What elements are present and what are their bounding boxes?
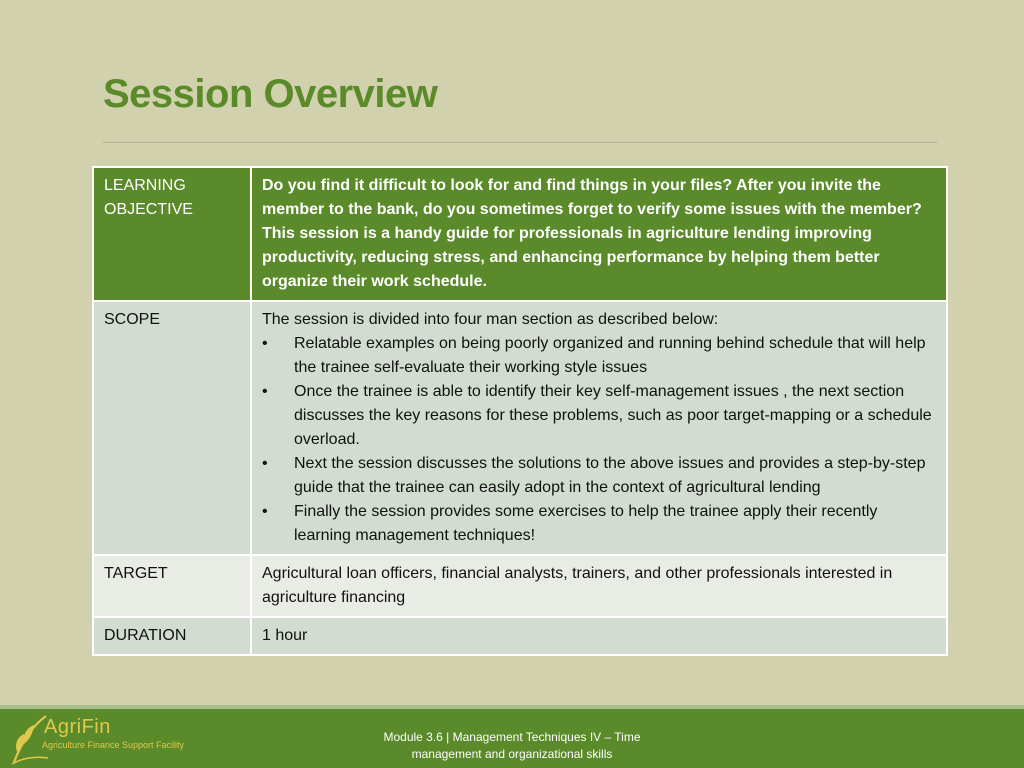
learning-objective-label: LEARNING OBJECTIVE	[93, 167, 251, 301]
table-row-scope	[93, 301, 947, 555]
list-item: • Finally the session provides some exercises to help the trainee apply their recently learning management techniques!	[262, 500, 937, 548]
module-caption	[340, 729, 684, 763]
table-row-target	[93, 555, 947, 617]
table-row-learning-objective	[93, 167, 947, 301]
scope-cell	[251, 301, 947, 555]
target-text: Agricultural loan officers, financial analysts, trainers, and other professionals interested in agriculture financing	[251, 555, 947, 617]
logo-tagline: Agriculture Finance Support Facility	[42, 740, 185, 750]
list-item: • Relatable examples on being poorly organized and running behind schedule that will help the trainee self-evaluate their working style issues	[262, 332, 937, 380]
session-overview-table	[92, 166, 948, 656]
logo-name: AgriFin	[44, 716, 111, 738]
table-row-duration	[93, 617, 947, 655]
scope-intro: The session is divided into four man section as described below:	[262, 311, 719, 328]
learning-objective-text: Do you find it difficult to look for and find things in your files? After you invite the member to the bank, do you sometimes forget to verify some issues with the member? This session is a handy guide for professionals in agriculture lending improving productivity, reducing stress, and enhancing performance by helping them better organize their work schedule.	[251, 167, 947, 301]
scope-label: SCOPE	[93, 301, 251, 555]
scope-bullet-list	[262, 332, 937, 548]
module-caption-line-2: management and organizational skills	[411, 747, 613, 761]
duration-text: 1 hour	[251, 617, 947, 655]
page-title: Session Overview	[103, 72, 438, 116]
title-divider	[103, 142, 937, 143]
target-label: TARGET	[93, 555, 251, 617]
agrifin-logo	[8, 712, 238, 766]
duration-label: DURATION	[93, 617, 251, 655]
list-item: • Next the session discusses the solutions to the above issues and provides a step-by-step guide that the trainee can easily adopt in the context of agricultural lending	[262, 452, 937, 500]
list-item: • Once the trainee is able to identify their key self-management issues , the next section discusses the key reasons for these problems, such as poor target-mapping or a schedule overload.	[262, 380, 937, 452]
module-caption-line-1: Module 3.6 | Management Techniques IV – Time	[383, 730, 641, 744]
